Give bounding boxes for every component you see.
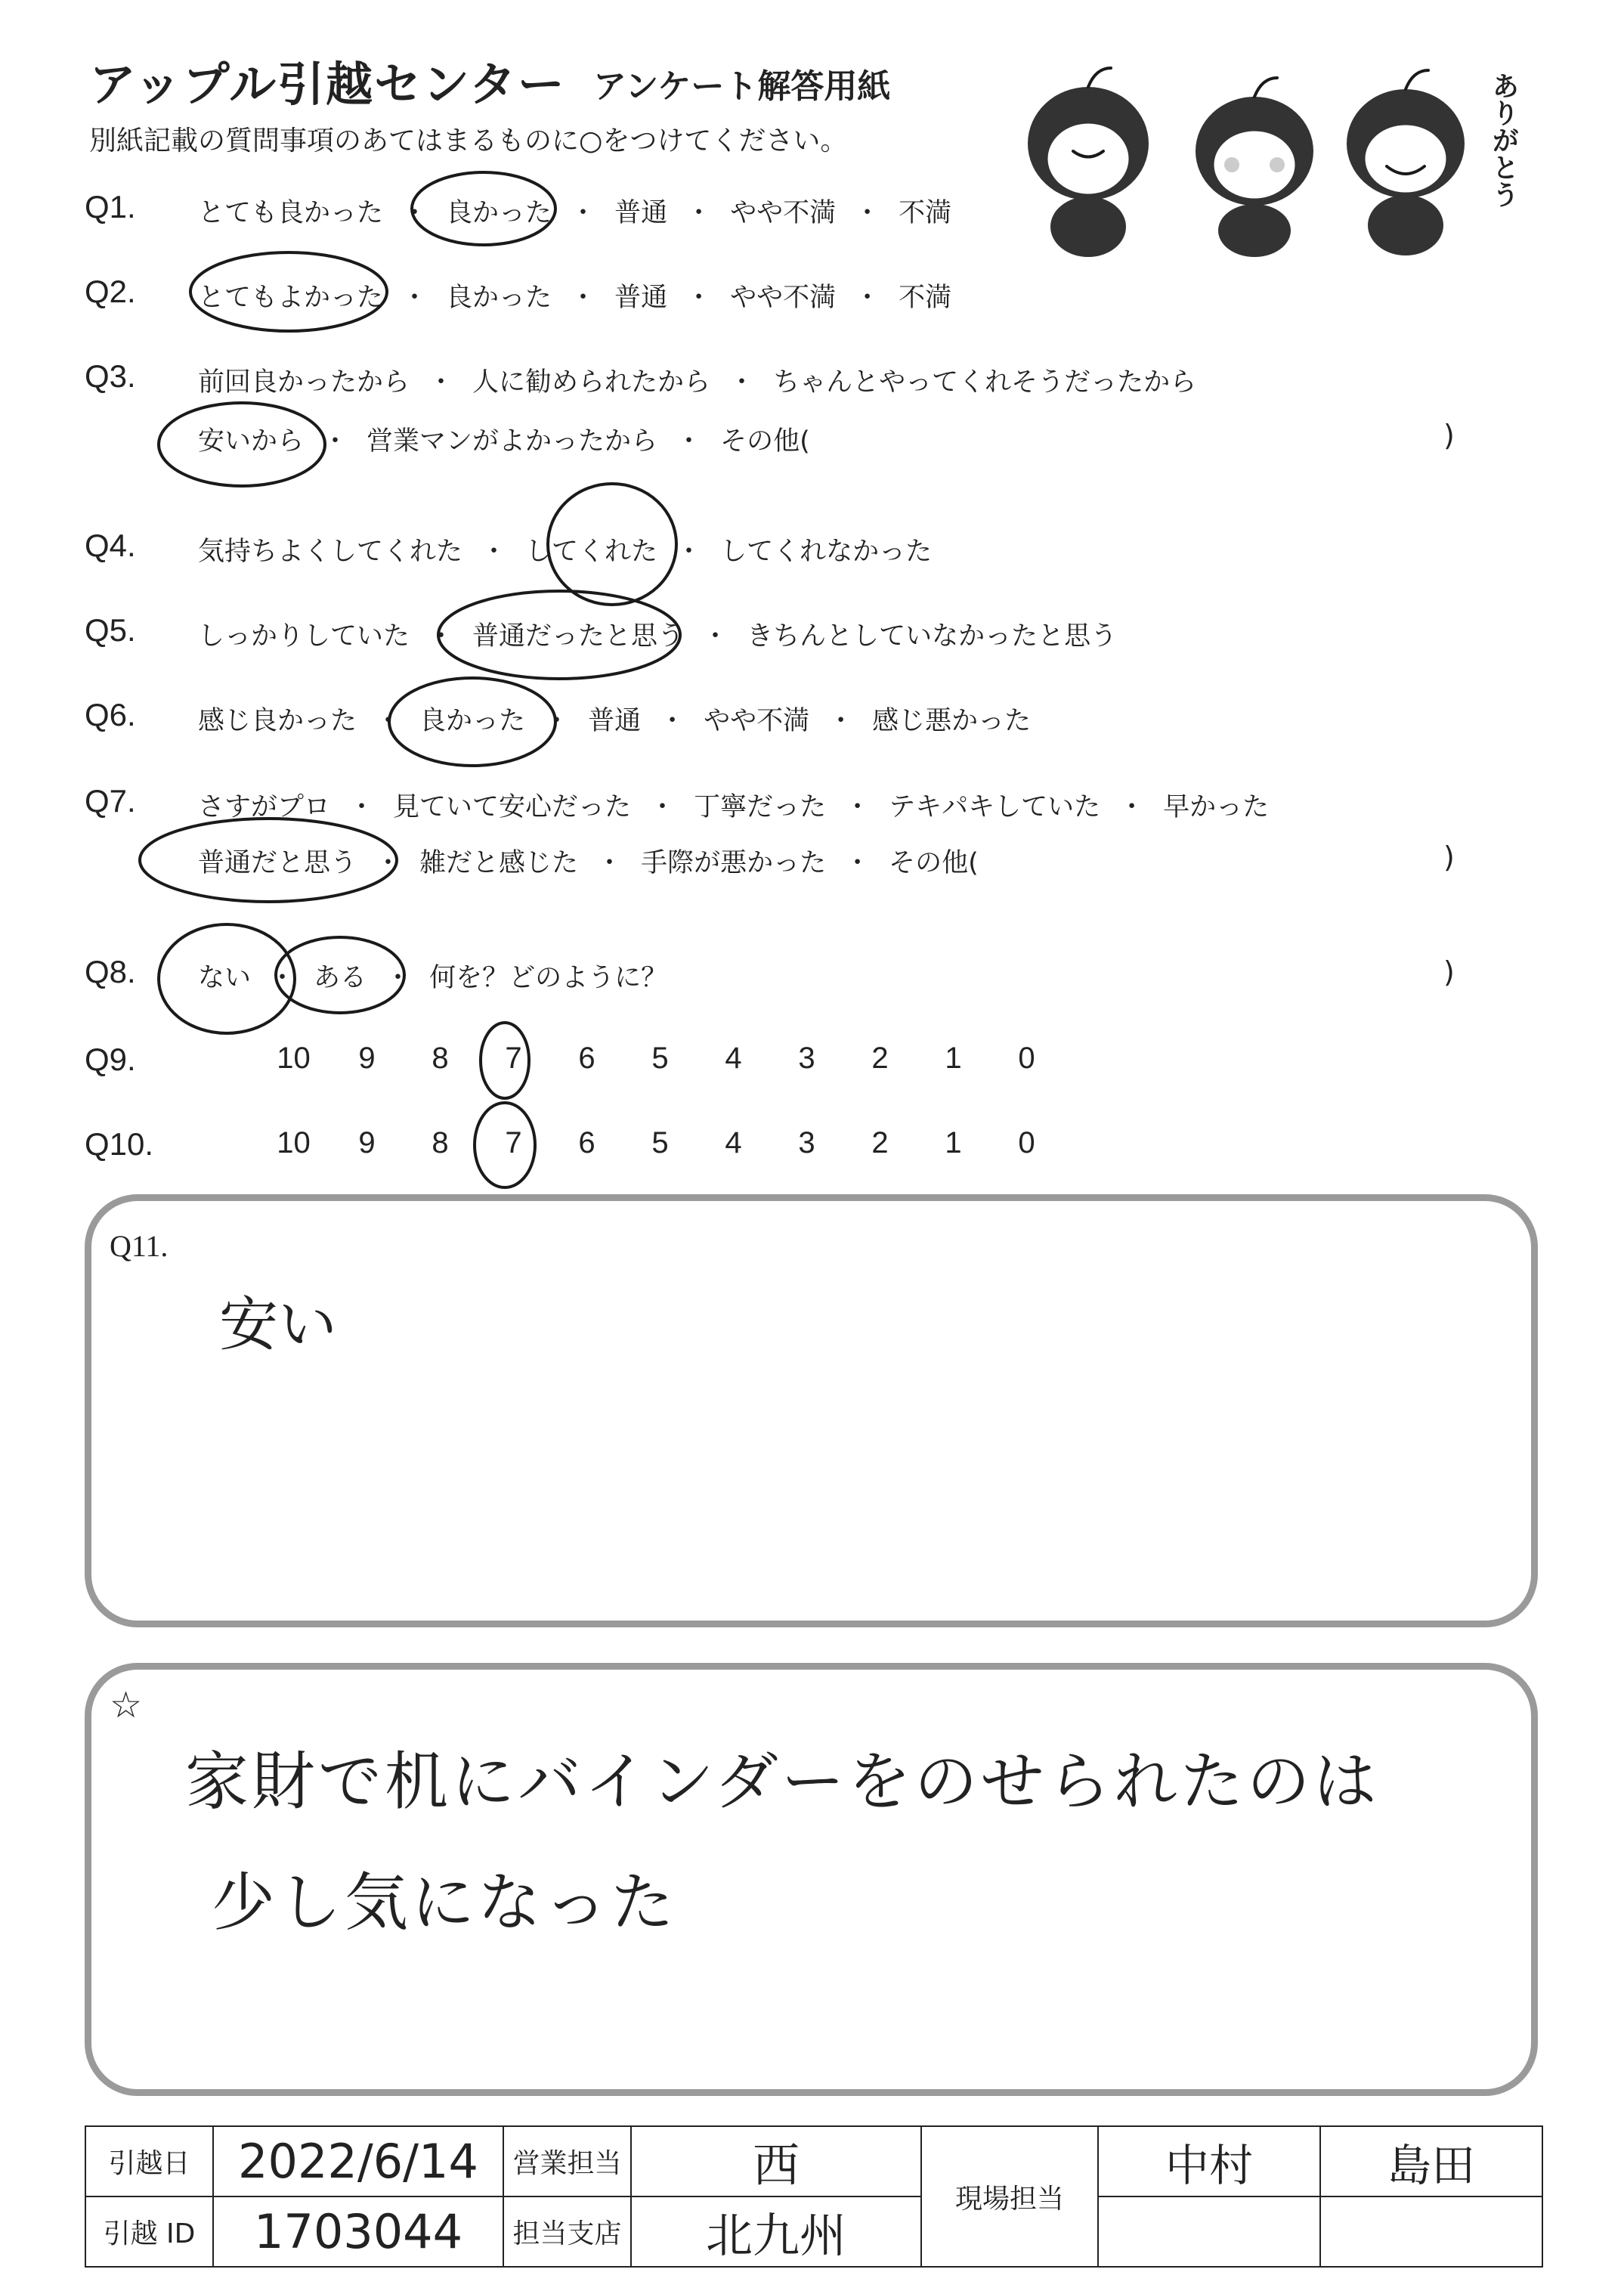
site-staff-empty[interactable] (1320, 2196, 1542, 2267)
question-options: 感じ良かった ・ 良かった ・ 普通 ・ やや不満 ・ 感じ悪かった (198, 700, 1031, 738)
option-pleasant[interactable]: 感じ良かった (198, 706, 357, 736)
scale-value[interactable]: 6 (578, 1126, 595, 1159)
scale-value[interactable]: 0 (1018, 1042, 1035, 1075)
scale-value[interactable]: 6 (578, 1042, 595, 1075)
thanks-text: ありがとう (1488, 72, 1519, 208)
option-good-last-time[interactable]: 前回良かったから (198, 367, 410, 398)
scale-value[interactable]: 8 (432, 1126, 449, 1159)
question-options: とてもよかった ・ 良かった ・ 普通 ・ やや不満 ・ 不満 (198, 277, 951, 314)
option-good[interactable]: 良かった (446, 283, 552, 313)
option-did-pleasantly[interactable]: 気持ちよくしてくれた (198, 537, 463, 567)
option-some[interactable]: ある (314, 963, 367, 993)
scale-value[interactable]: 7 (505, 1126, 522, 1159)
option-somewhat-dissatisfied[interactable]: やや不満 (730, 283, 837, 313)
scale-value[interactable]: 3 (798, 1042, 815, 1075)
question-options: ない ・ ある ・ 何を？どのように？ (198, 957, 667, 995)
option-very-good[interactable]: とても良かった (198, 198, 384, 228)
moving-id-label: 引越 ID (85, 2196, 213, 2267)
moving-info-table (85, 2125, 1543, 2268)
q11-label: Q11. (110, 1229, 169, 1263)
question-label: Q6. (85, 697, 136, 732)
option-reassuring[interactable]: 見ていて安心だった (393, 792, 632, 822)
scale-value[interactable]: 5 (651, 1126, 669, 1159)
q11-answer-box[interactable] (85, 1194, 1538, 1627)
question-label: Q10. (85, 1126, 154, 1162)
question-options: 前回良かったから ・ 人に勧められたから ・ ちゃんとやってくれそうだったから (198, 361, 1196, 399)
moving-date-label: 引越日 (85, 2126, 213, 2196)
q11-handwritten-answer: 安い (219, 1291, 338, 1359)
circle-mark (438, 591, 680, 679)
circle-mark (159, 403, 325, 486)
question-label: Q7. (85, 783, 136, 819)
question-label: Q8. (85, 954, 136, 989)
circle-mark (475, 1103, 535, 1187)
circle-mark (548, 484, 676, 605)
question-options: 安いから ・ 営業マンがよかったから ・ その他( (198, 420, 810, 458)
circle-mark (140, 819, 397, 902)
instruction-text: 別紙記載の質問事項のあてはまるものに○をつけてください。 (89, 125, 848, 156)
site-staff-1[interactable]: 中村 (1098, 2126, 1320, 2196)
scale-value[interactable]: 2 (871, 1042, 889, 1075)
question-options: しっかりしていた ・ 普通だったと思う ・ きちんとしていなかったと思う (198, 615, 1117, 653)
option-good[interactable]: 良かった (446, 198, 552, 228)
option-none[interactable]: ない (198, 963, 252, 993)
scale-value[interactable]: 9 (358, 1042, 376, 1075)
option-dissatisfied[interactable]: 不満 (899, 198, 952, 228)
site-label: 現場担当 (921, 2126, 1098, 2267)
option-other[interactable]: その他( (720, 426, 810, 457)
question-label: Q3. (85, 358, 136, 394)
option-other[interactable]: その他( (889, 848, 979, 878)
option-did[interactable]: してくれた (525, 537, 658, 567)
paren-close: ) (1443, 955, 1455, 989)
circle-mark (389, 678, 555, 766)
question-options: 気持ちよくしてくれた ・ してくれた ・ してくれなかった (198, 531, 932, 568)
question-label: Q2. (85, 274, 136, 309)
option-somewhat-dissatisfied[interactable]: やや不満 (730, 198, 837, 228)
branch-value[interactable]: 北九州 (631, 2196, 921, 2267)
option-very-good[interactable]: とてもよかった (198, 283, 384, 313)
scale-value[interactable]: 5 (651, 1042, 669, 1075)
scale-value[interactable]: 1 (945, 1126, 962, 1159)
moving-id-value[interactable]: 1703044 (213, 2196, 503, 2267)
option-careful[interactable]: 丁寧だった (694, 792, 827, 822)
option-recommended[interactable]: 人に勧められたから (472, 367, 711, 398)
circle-mark (159, 924, 295, 1033)
option-efficient[interactable]: テキパキしていた (889, 792, 1101, 822)
scale-value[interactable]: 10 (277, 1042, 311, 1075)
scale-value[interactable]: 3 (798, 1126, 815, 1159)
sales-label: 営業担当 (503, 2126, 631, 2196)
option-cheap[interactable]: 安いから (198, 426, 305, 457)
question-options: さすがプロ ・ 見ていて安心だった ・ 丁寧だった ・ テキパキしていた ・ 早かった (198, 786, 1269, 824)
scale-value[interactable]: 8 (432, 1042, 449, 1075)
paren-close: ) (1443, 841, 1455, 874)
scale-value[interactable]: 7 (505, 1042, 522, 1075)
question-label: Q9. (85, 1042, 136, 1077)
option-clumsy[interactable]: 手際が悪かった (641, 848, 827, 878)
sales-value[interactable]: 西 (631, 2126, 921, 2196)
option-fast[interactable]: 早かった (1163, 792, 1270, 822)
scale-value[interactable]: 2 (871, 1126, 889, 1159)
branch-label: 担当支店 (503, 2196, 631, 2267)
option-not-thorough[interactable]: きちんとしていなかったと思う (747, 621, 1118, 652)
form-title: アンケート解答用紙 (593, 67, 891, 106)
option-normal[interactable]: 普通 (614, 198, 668, 228)
option-good-salesperson[interactable]: 営業マンがよかったから (367, 426, 658, 457)
option-normal[interactable]: 普通 (614, 283, 668, 313)
option-somewhat-dissatisfied[interactable]: やや不満 (704, 706, 810, 736)
question-options: とても良かった ・ 良かった ・ 普通 ・ やや不満 ・ 不満 (198, 192, 951, 230)
scale-value[interactable]: 0 (1018, 1126, 1035, 1159)
question-label: Q4. (85, 528, 136, 563)
option-did-not[interactable]: してくれなかった (720, 537, 933, 567)
site-staff-2[interactable]: 島田 (1320, 2126, 1542, 2196)
circle-mark (190, 252, 387, 331)
remarks-line-2: 少し気になった (212, 1865, 678, 1940)
option-sloppy[interactable]: 雑だと感じた (419, 848, 579, 878)
question-options: 普通だと思う ・ 雑だと感じた ・ 手際が悪かった ・ その他( (198, 842, 979, 880)
option-average[interactable]: 普通だったと思う (472, 621, 685, 652)
question-label: Q5. (85, 612, 136, 648)
option-seemed-reliable[interactable]: ちゃんとやってくれそうだったから (773, 367, 1197, 398)
scale-value[interactable]: 1 (945, 1042, 962, 1075)
site-staff-empty[interactable] (1098, 2196, 1320, 2267)
circle-mark (481, 1023, 529, 1098)
option-average[interactable]: 普通だと思う (198, 848, 357, 878)
option-thorough[interactable]: しっかりしていた (198, 621, 410, 652)
option-dissatisfied[interactable]: 不満 (899, 283, 952, 313)
option-normal[interactable]: 普通 (588, 706, 642, 736)
option-good[interactable]: 良かった (419, 706, 526, 736)
circle-mark (412, 172, 555, 245)
question-label: Q1. (85, 189, 136, 224)
option-details[interactable]: 何を？どのように？ (429, 963, 668, 993)
remarks-line-1: 家財で机にバインダーをのせられたのは (185, 1744, 1380, 1819)
option-unpleasant[interactable]: 感じ悪かった (872, 706, 1032, 736)
company-name: アップル引越センター (89, 57, 566, 112)
remarks-star-icon: ☆ (110, 1686, 143, 1726)
scale-value[interactable]: 9 (358, 1126, 376, 1159)
scale-value[interactable]: 4 (725, 1126, 742, 1159)
scale-value[interactable]: 10 (277, 1126, 311, 1159)
moving-date-value[interactable]: 2022/6/14 (213, 2126, 503, 2196)
paren-close: ) (1443, 419, 1455, 452)
option-professional[interactable]: さすがプロ (198, 792, 331, 822)
scale-value[interactable]: 4 (725, 1042, 742, 1075)
